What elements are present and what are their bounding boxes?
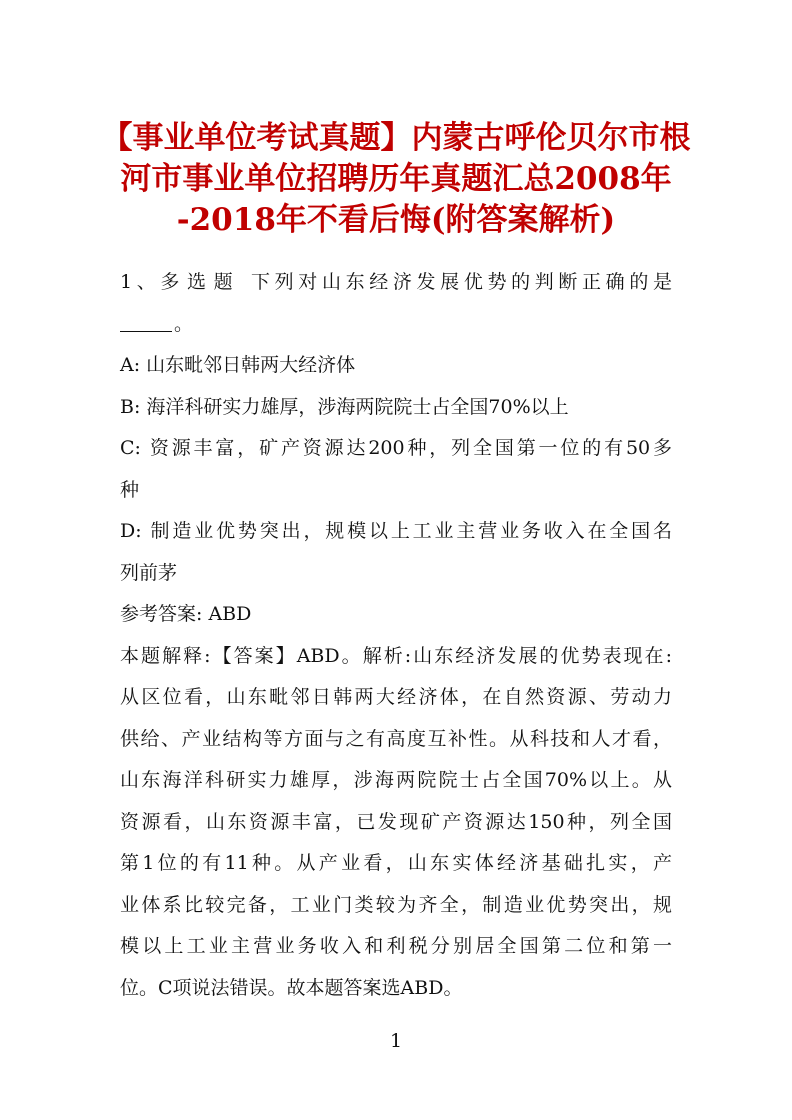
option-text: 制造业优势突出，规模以上工业主营业务收入在全国名 (150, 520, 672, 542)
explanation-line: 本题解释:【答案】ABD。解析:山东经济发展的优势表现在: (120, 644, 672, 667)
title-line: -2018年不看后悔(附答案解析) (176, 202, 616, 238)
page-number: 1 (389, 1030, 403, 1052)
answer-label: 参考答案: (120, 603, 203, 625)
explanation-line: 第1位的有11种。从产业看，山东实体经济基础扎实，产 (120, 852, 672, 874)
explanation-line: 资源看，山东资源丰富，已发现矿产资源达150种，列全国 (120, 810, 672, 833)
option-d-continued (120, 553, 672, 595)
explanation-line: 业体系比较完备，工业门类较为齐全，制造业优势突出，规 (120, 893, 672, 916)
explanation-line: 位。C项说法错误。故本题答案选ABD。 (120, 976, 463, 999)
option-text: 资源丰富，矿产资源达200种，列全国第一位的有50多 (149, 437, 672, 459)
option-text: 列前茅 (120, 561, 178, 584)
option-b (120, 387, 672, 429)
explanation-line: 模以上工业主营业务收入和利税分别居全国第二位和第一 (120, 935, 672, 957)
option-d (120, 511, 672, 553)
answer-blank (120, 311, 172, 332)
option-key: B: (120, 395, 141, 418)
title-line: 【事业单位考试真题】内蒙古呼伦贝尔市根 (101, 120, 691, 156)
question-stem (120, 262, 672, 304)
answer-value: ABD (208, 603, 252, 625)
option-a (120, 345, 672, 387)
question-block (120, 262, 672, 1009)
question-number: 1、 (120, 271, 161, 293)
question-text: 下列对山东经济发展优势的判断正确的是 (251, 271, 672, 293)
option-key: C: (120, 437, 141, 459)
question-type: 多选题 (160, 271, 241, 293)
option-text: 海洋科研实力雄厚，涉海两院院士占全国70%以上 (146, 395, 569, 418)
option-key: D: (120, 520, 142, 542)
option-c (120, 428, 672, 470)
answer-line (120, 594, 672, 636)
option-c-continued (120, 470, 672, 512)
question-stem-end: 。 (174, 312, 194, 335)
option-text: 种 (120, 478, 140, 501)
option-text: 山东毗邻日韩两大经济体 (146, 354, 356, 376)
explanation-line: 供给、产业结构等方面与之有高度互补性。从科技和人才看， (120, 727, 672, 750)
explanation-line: 从区位看，山东毗邻日韩两大经济体，在自然资源、劳动力 (120, 686, 672, 708)
question-stem-blank (120, 304, 672, 346)
explanation-line: 山东海洋科研实力雄厚，涉海两院院士占全国70%以上。从 (120, 769, 672, 791)
option-key: A: (120, 354, 141, 376)
title-line: 河市事业单位招聘历年真题汇总2008年 (120, 161, 672, 197)
document-title (100, 118, 692, 241)
